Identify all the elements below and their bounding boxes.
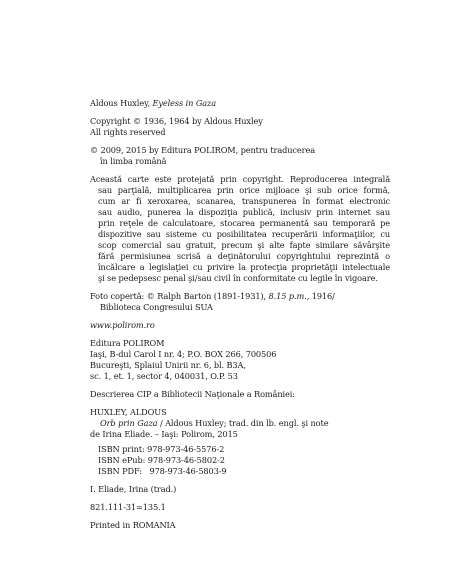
translation-rights-line-2: în limba română	[100, 156, 167, 166]
legal-notice-line: încălcare a legislaţiei cu privire la protecţia proprietăţii intelectuale	[98, 262, 390, 272]
translation-rights-line-1: © 2009, 2015 by Editura POLIROM, pentru traducerea	[90, 145, 316, 155]
cip-heading: Descrierea CIP a Bibliotecii Naţionale a României:	[90, 389, 295, 399]
cover-photo-credit	[90, 291, 390, 313]
legal-notice-line: cum ar fi xeroxarea, scanarea, transpunerea în format electronic	[98, 196, 390, 206]
cover-photo-work: 8.15 p.m.	[268, 291, 307, 301]
translator-entry: I. Eliade, Irina (trad.)	[90, 484, 177, 494]
translation-rights-block	[90, 145, 390, 167]
cip-record-title: Orb prin Gaza	[100, 418, 158, 428]
rights-reserved-line: All rights reserved	[90, 127, 166, 137]
cover-photo-line-1	[90, 291, 390, 302]
title-block	[90, 98, 390, 109]
copyright-line: Copyright © 1936, 1964 by Aldous Huxley	[90, 116, 263, 126]
author-name: Aldous Huxley,	[90, 98, 153, 108]
publisher-address-3: sc. 1, et. 1, sector 4, 040031, O.P. 53	[90, 371, 238, 381]
classification-block	[90, 502, 390, 513]
cover-photo-prefix: Foto copertă: © Ralph Barton (1891-1931),	[90, 291, 269, 301]
legal-notice-line: fără permisiunea scrisă a deţinătorului copyrightului reprezintă o	[98, 251, 390, 261]
title-line	[90, 98, 390, 109]
classification-code: 821.111-31=135.1	[90, 502, 166, 512]
cover-photo-suffix: , 1916/	[306, 291, 335, 301]
cip-heading-block	[90, 389, 390, 400]
publisher-name: Editura POLIROM	[90, 338, 165, 348]
website-link[interactable]: www.polirom.ro	[90, 320, 155, 330]
cip-record-line-1	[90, 418, 390, 429]
cip-record-line-1-rest: / Aldous Huxley; trad. din lb. engl. şi note	[157, 418, 329, 428]
isbn-pdf: ISBN PDF: 978-973-46-5803-9	[98, 466, 227, 476]
legal-notice-line: sau parţială, multiplicarea prin orice mijloace şi sub orice formă,	[98, 185, 390, 195]
printed-block	[90, 520, 390, 531]
publisher-address-2: Bucureşti, Splaiul Unirii nr. 6, bl. B3A,	[90, 360, 246, 370]
legal-notice-line: sau audio, punerea la dispoziţia publică, inclusiv prin internet sau	[98, 207, 390, 217]
page-content	[90, 98, 390, 538]
copyright-block	[90, 116, 390, 138]
publisher-block	[90, 338, 390, 382]
legal-notice-line: prin reţele de calculatoare, stocarea permanentă sau temporară pe	[98, 218, 390, 228]
legal-notice-line: dispozitive sau sisteme cu posibilitatea recuperării informaţiilor, cu	[98, 229, 390, 239]
legal-notice-line: şi se pedepsesc penal şi/sau civil în conformitate cu legile în vigoare.	[98, 273, 378, 283]
cip-record-line-2: de Irina Eliade. – Iaşi: Polirom, 2015	[90, 429, 238, 439]
publisher-address-1: Iaşi, B-dul Carol I nr. 4; P.O. BOX 266, 700506	[90, 349, 277, 359]
legal-notice	[90, 174, 390, 284]
legal-notice-line: scop comercial sau gratuit, precum şi alte fapte similare săvârşite	[98, 240, 390, 250]
printed-in: Printed in ROMANIA	[90, 520, 176, 530]
website-block	[90, 320, 390, 331]
translator-block	[90, 484, 390, 495]
isbn-print: ISBN print: 978-973-46-5576-2	[98, 444, 225, 454]
legal-notice-line: Această carte este protejată prin copyright. Reproducerea integrală	[90, 174, 390, 184]
cip-author-heading: HUXLEY, ALDOUS	[90, 407, 167, 417]
isbn-epub: ISBN ePub: 978-973-46-5802-2	[98, 455, 225, 465]
original-title: Eyeless in Gaza	[152, 98, 217, 108]
cip-record	[90, 407, 390, 477]
cover-photo-line-2: Biblioteca Congresului SUA	[100, 302, 213, 312]
